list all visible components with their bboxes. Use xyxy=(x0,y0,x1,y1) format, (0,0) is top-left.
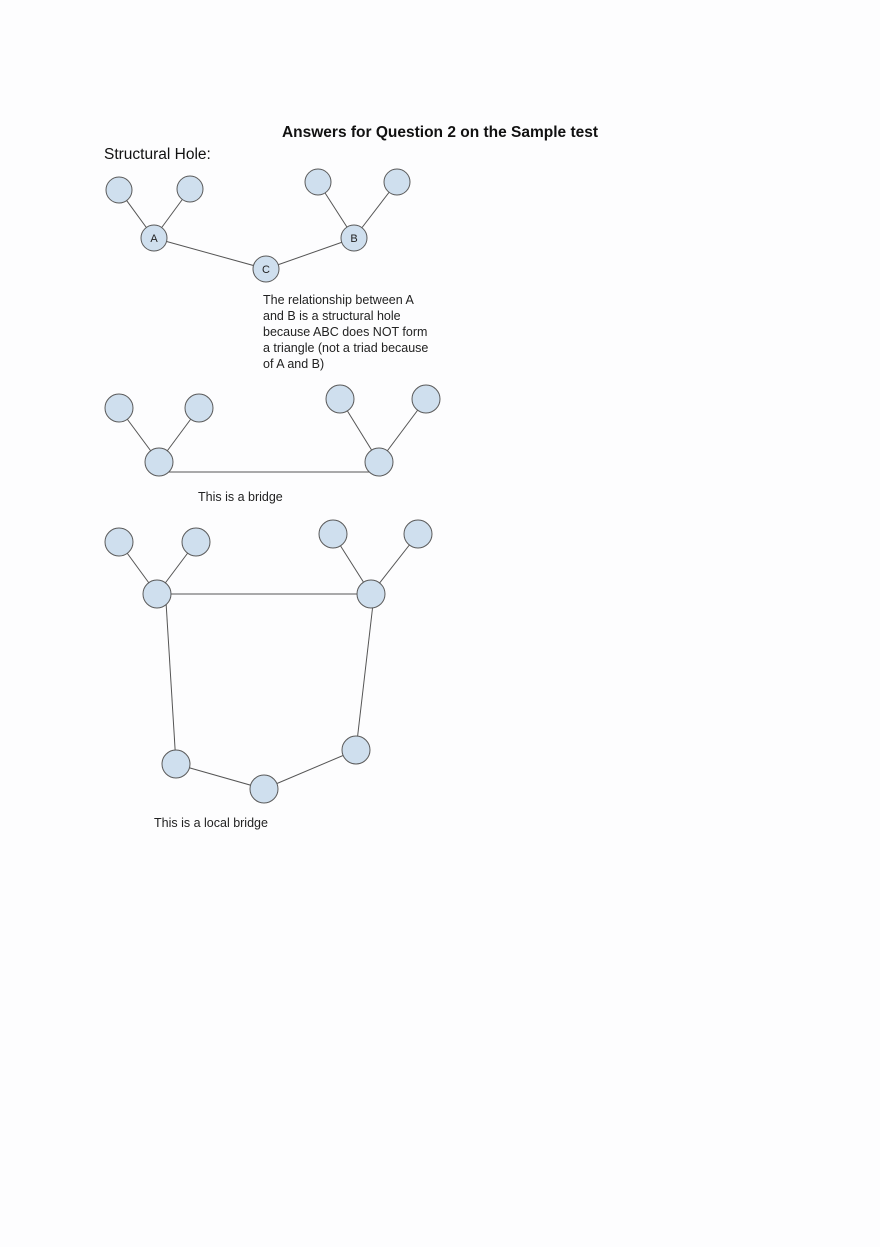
node xyxy=(162,750,190,778)
node xyxy=(326,385,354,413)
caption-line: of A and B) xyxy=(263,357,325,371)
node xyxy=(143,580,171,608)
node xyxy=(105,394,133,422)
page-title: Answers for Question 2 on the Sample test xyxy=(281,124,599,141)
node xyxy=(182,528,210,556)
local-bridge-diagram xyxy=(105,520,432,830)
caption-line: a triangle (not a triad because xyxy=(263,341,429,355)
node xyxy=(319,520,347,548)
node xyxy=(365,448,393,476)
node xyxy=(305,169,331,195)
node xyxy=(185,394,213,422)
node-c-label: C xyxy=(262,264,270,276)
node xyxy=(384,169,410,195)
edge xyxy=(264,750,356,789)
node xyxy=(106,177,132,203)
node-b xyxy=(341,225,367,251)
node xyxy=(404,520,432,548)
caption-line: and B is a structural hole xyxy=(263,309,401,323)
node-a xyxy=(141,225,167,251)
node xyxy=(105,528,133,556)
structural-hole-caption xyxy=(263,293,432,371)
bridge-diagram xyxy=(105,385,440,504)
bridge-caption: This is a bridge xyxy=(198,490,283,504)
node xyxy=(177,176,203,202)
node-a-label: A xyxy=(150,233,158,245)
edge xyxy=(356,604,373,750)
node-c xyxy=(253,256,279,282)
node xyxy=(357,580,385,608)
node-b-label: B xyxy=(350,233,358,245)
structural-hole-diagram xyxy=(106,169,432,371)
node xyxy=(145,448,173,476)
edge xyxy=(154,238,266,269)
section-label-structural-hole: Structural Hole: xyxy=(104,146,211,163)
caption-line: The relationship between A xyxy=(263,293,414,307)
node xyxy=(250,775,278,803)
edge xyxy=(266,238,354,269)
node xyxy=(412,385,440,413)
local-bridge-caption: This is a local bridge xyxy=(154,816,268,830)
caption-line: because ABC does NOT form xyxy=(263,325,428,339)
edge xyxy=(166,602,176,764)
node xyxy=(342,736,370,764)
